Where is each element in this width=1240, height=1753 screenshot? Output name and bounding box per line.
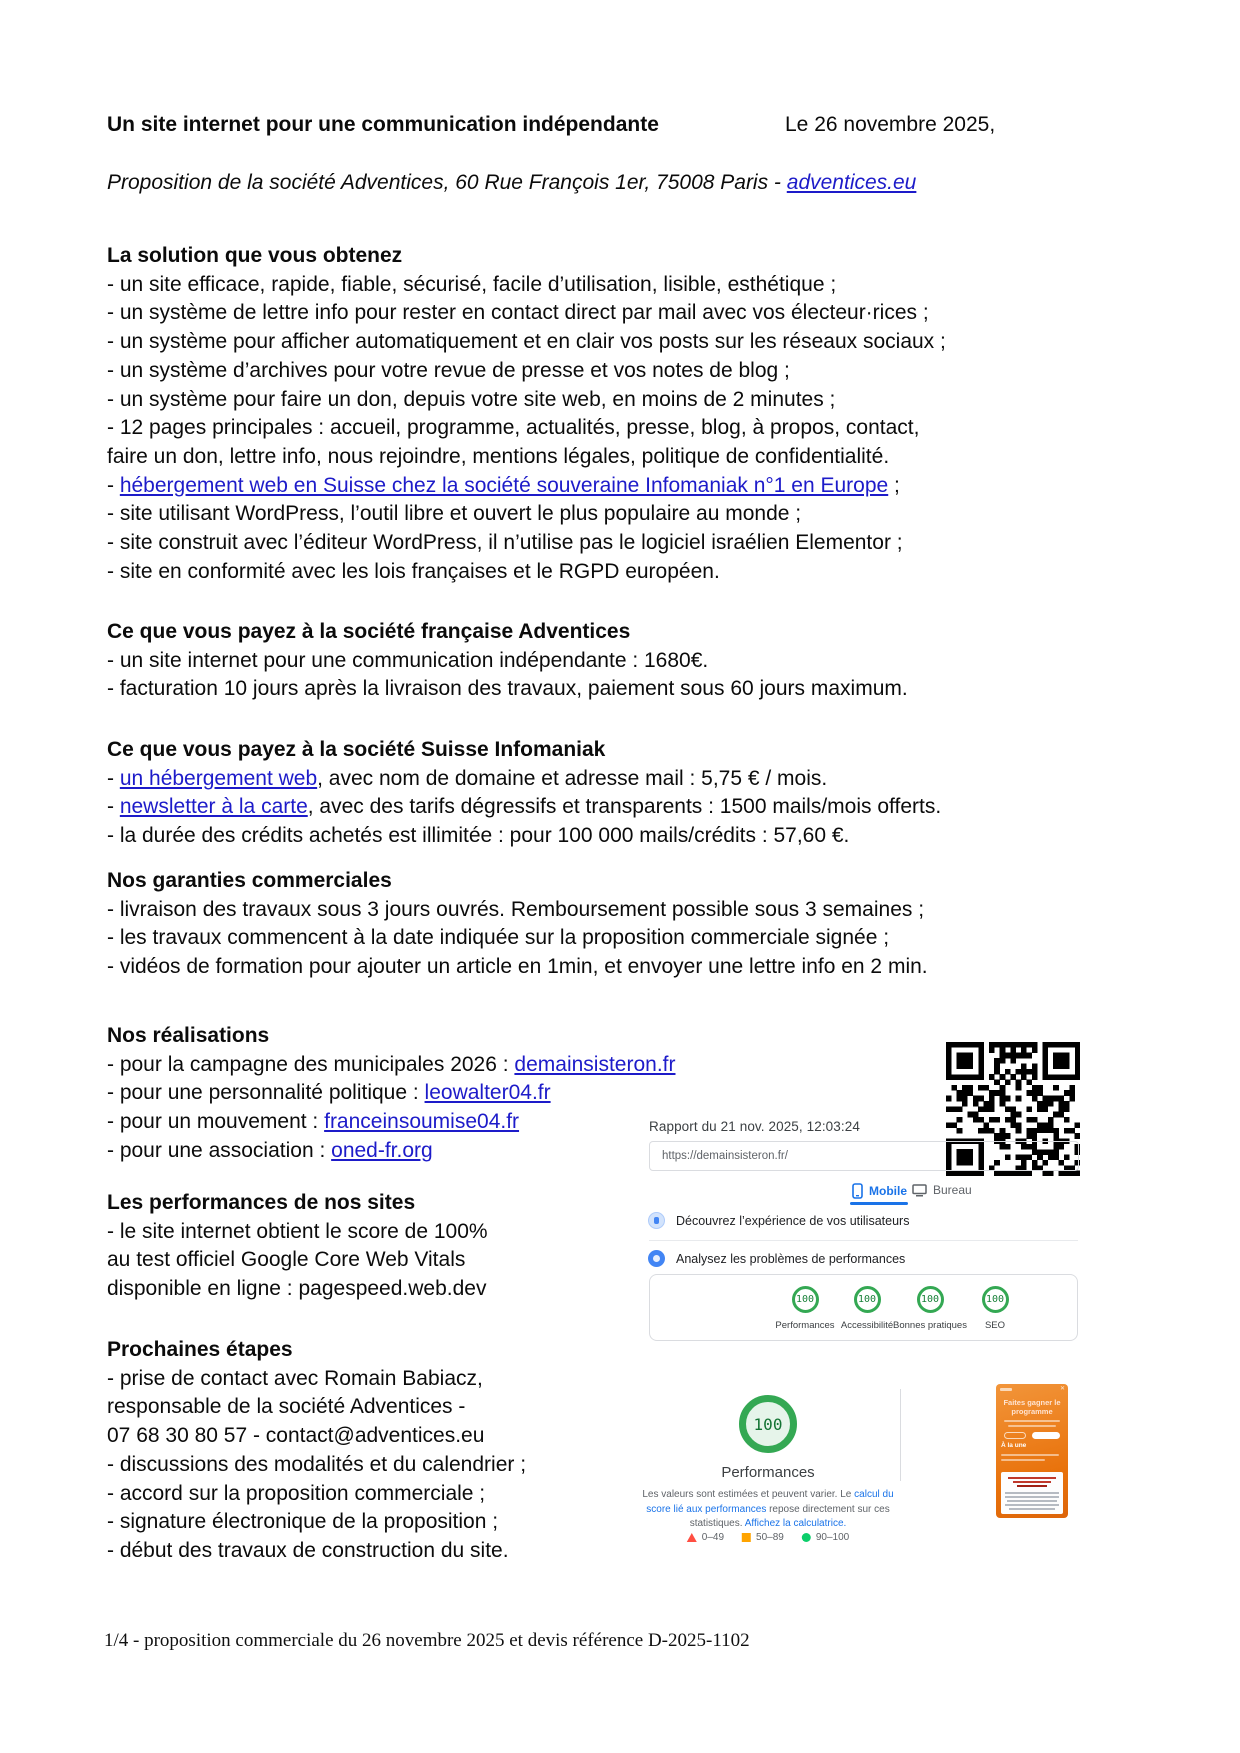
text-segment: - livraison des travaux sous 3 jours ouvrés. Remboursement possible sous 3 semaines ; [107,897,925,921]
text-segment: - la durée des crédits achetés est illimitée : pour 100 000 mails/crédits : 57,60 €. [107,824,850,848]
promo-button [1032,1432,1060,1439]
text-line [107,1509,498,1535]
text-line [107,1219,488,1245]
text-segment: - pour la campagne des municipales 2026 : [107,1052,515,1076]
promo-button [1004,1432,1026,1439]
text-segment: , avec des tarifs dégressifs et transparents : 1500 mails/mois offerts. [307,795,942,819]
text-segment: au test officiel Google Core Web Vitals [107,1248,466,1272]
gauge-label: Accessibilité [840,1320,894,1331]
text-segment: - [107,766,120,790]
page-title: Un site internet pour une communication indépendante [107,113,659,136]
text-line [107,329,946,355]
article-headline-bar [1017,1485,1047,1487]
page-footer: 1/4 - proposition commerciale du 26 novembre 2025 et devis référence D-2025-1102 [104,1630,750,1651]
text-segment: 07 68 30 80 57 - contact@adventices.eu [107,1424,485,1448]
text-segment: - site utilisant WordPress, l’outil libre et ouvert le plus populaire au monde ; [107,502,802,526]
text-line [107,1247,465,1273]
gauge-label: SEO [984,1320,1006,1331]
tab-bureau[interactable] [912,1183,972,1197]
link[interactable]: franceinsoumise04.fr [324,1110,520,1134]
promo-article-thumbnail [1001,1472,1063,1514]
document-date: Le 26 novembre 2025, [785,113,996,136]
performance-score-value: 100 [753,1414,783,1434]
text-line [107,530,903,556]
section-heading: Ce que vous payez à la société Suisse Infomaniak [107,738,606,761]
text-segment: - vidéos de formation pour ajouter un article en 1min, et envoyer une lettre info en 2 min. [107,955,928,979]
link[interactable]: un hébergement web [119,766,318,790]
promo-title: Faites gagner le programme [1003,1398,1061,1416]
mobile-phone-icon [852,1183,863,1199]
section-heading: Ce que vous payez à la société française Adventices [107,620,631,643]
tab-bureau-label: Bureau [933,1183,972,1197]
link[interactable]: newsletter à la carte [119,795,308,819]
text-line [107,897,924,923]
text-segment: - prise de contact avec Romain Babiacz, [107,1366,483,1390]
text-line [107,1481,485,1507]
gauge-score: 100 [982,1286,1009,1313]
text-line [107,823,849,849]
intro-line [107,170,916,196]
text-line [107,272,836,298]
user-experience-icon [648,1212,665,1229]
legend-range: 50–89 [756,1532,784,1543]
text-line [107,1366,483,1392]
score-disclaimer [642,1488,894,1532]
score-legend [687,1532,849,1543]
text-segment: - signature électronique de la proposition ; [107,1510,499,1534]
section-heading: La solution que vous obtenez [107,244,403,267]
performance-analysis-icon [648,1250,665,1267]
text-segment: faire un don, lettre info, nous rejoindre, mentions légales, politique de confidentialité. [107,444,890,468]
text-segment: - début des travaux de construction du site. [107,1538,509,1562]
text-line [107,1080,551,1106]
article-text-bar [1005,1496,1059,1498]
close-icon: ✕ [1059,1386,1065,1392]
gauge-score: 100 [854,1286,881,1313]
legend-triangle-icon [687,1533,697,1542]
text-segment: - un système pour afficher automatiquement et en clair vos posts sur les réseaux sociaux ; [107,330,946,354]
link[interactable]: adventices.eu [786,171,917,194]
text-segment: - un système de lettre info pour rester en contact direct par mail avec vos électeur·rices ; [107,301,929,325]
text-segment: - accord sur la proposition commerciale ; [107,1481,486,1505]
text-segment: ; [888,473,900,497]
text-line [107,1452,526,1478]
legend-circle-icon [802,1533,811,1542]
section-heading: Les performances de nos sites [107,1191,416,1214]
text-segment: disponible en ligne : pagespeed.web.dev [107,1277,487,1301]
text-line [107,648,708,674]
link[interactable]: Affichez la calculatrice. [744,1518,847,1529]
text-line [107,559,720,585]
text-segment: - facturation 10 jours après la livraison des travaux, paiement sous 60 jours maximum. [107,677,908,701]
performance-gauge-label: Performances [721,1464,815,1481]
gauge-label: Bonnes pratiques [893,1320,967,1331]
section-heading: Nos garanties commerciales [107,869,392,892]
text-line [107,300,929,326]
tab-mobile[interactable] [852,1183,907,1199]
text-line [107,794,941,820]
legend-range: 0–49 [701,1532,725,1543]
article-text-bar [1005,1504,1059,1506]
legend-item [742,1532,784,1543]
promo-text-bar [1004,1420,1060,1422]
text-line [107,415,919,441]
text-segment: - pour une personnalité politique : [107,1081,425,1105]
text-line [107,358,790,384]
promo-topbar [1000,1388,1012,1391]
performance-score-gauge [739,1395,797,1453]
panel-divider [900,1389,901,1481]
text-segment: - discussions des modalités et du calendrier ; [107,1452,527,1476]
text-segment: Proposition de la société Adventices, 60 Rue François 1er, 75008 Paris - [107,171,787,194]
article-headline-bar [1013,1481,1051,1483]
text-segment: - 12 pages principales : accueil, programme, actualités, presse, blog, à propos, contact, [107,416,920,440]
text-segment: - les travaux commencent à la date indiquée sur la proposition commerciale signée ; [107,926,890,950]
text-segment: - site en conformité avec les lois françaises et le RGPD européen. [107,559,720,583]
text-line [107,1052,676,1078]
promo-text-bar [1001,1459,1045,1461]
legend-range: 90–100 [815,1532,850,1543]
gauge-label: Performances [775,1320,835,1331]
link[interactable]: calcul du score lié aux performances [646,1489,894,1515]
text-line [107,766,827,792]
text-line [107,444,889,470]
text-segment: Les valeurs sont estimées et peuvent varier. Le [642,1489,855,1500]
text-segment: - [107,795,120,819]
text-segment: - un système pour faire un don, depuis votre site web, en moins de 2 minutes ; [107,387,836,411]
text-segment: - site construit avec l’éditeur WordPress, il n’utilise pas le logiciel israélien Elementor ; [107,531,903,554]
text-line [107,1109,519,1135]
ps-row2-label: Analysez les problèmes de performances [676,1252,906,1266]
tab-mobile-label: Mobile [869,1184,907,1198]
legend-item [687,1532,724,1543]
url-input[interactable] [649,1141,1079,1171]
ps-row1-label: Découvrez l’expérience de vos utilisateurs [676,1214,910,1228]
text-segment: - un système d’archives pour votre revue de presse et vos notes de blog ; [107,358,790,382]
text-line [107,473,900,499]
text-segment: - un site internet pour une communication indépendante : 1680€. [107,648,709,672]
article-text-bar [1005,1492,1059,1494]
link[interactable]: hébergement web en Suisse chez la société souveraine Infomaniak n°1 en Europe [119,473,889,497]
section-heading: Prochaines étapes [107,1338,293,1361]
text-segment: responsable de la société Adventices - [107,1395,466,1419]
text-segment: - le site internet obtient le score de 100% [107,1219,488,1243]
active-tab-underline [850,1202,908,1205]
text-line [107,925,889,951]
section-heading: Nos réalisations [107,1024,270,1047]
text-line [107,1394,465,1420]
promo-card [996,1384,1068,1518]
link[interactable]: oned-fr.org [331,1138,433,1162]
text-line [107,676,908,702]
text-segment: , avec nom de domaine et adresse mail : 5,75 € / mois. [317,766,828,790]
promo-text-bar [1008,1425,1056,1427]
text-segment: - un site efficace, rapide, fiable, sécurisé, facile d’utilisation, lisible, esthétique ; [107,272,837,296]
url-text: https://demainsisteron.fr/ [662,1150,788,1162]
divider [649,1240,1078,1241]
gauge-score: 100 [792,1286,819,1313]
text-line [107,1138,433,1164]
legend-item [802,1532,849,1543]
text-segment: repose directement sur ces statistiques. [689,1503,890,1529]
promo-section-title: À la une [1001,1442,1027,1449]
article-headline-bar [1008,1477,1056,1479]
article-text-bar [1007,1500,1057,1502]
text-line [107,1276,486,1302]
desktop-icon [912,1184,927,1197]
text-segment: - [107,473,120,497]
link[interactable]: leowalter04.fr [424,1081,551,1105]
promo-text-bar [1001,1454,1059,1456]
legend-square-icon [742,1533,751,1542]
text-line [107,387,835,413]
article-text-bar [1009,1508,1055,1510]
text-line [107,1423,484,1449]
text-segment: - pour un mouvement : [107,1110,325,1134]
text-line [107,501,801,527]
text-line [107,954,928,980]
link[interactable]: demainsisteron.fr [514,1052,676,1076]
text-line [107,1538,509,1564]
text-segment: - pour une association : [107,1138,332,1162]
gauge-score: 100 [917,1286,944,1313]
report-date: Rapport du 21 nov. 2025, 12:03:24 [649,1119,860,1134]
score-gauge [950,1286,1040,1331]
